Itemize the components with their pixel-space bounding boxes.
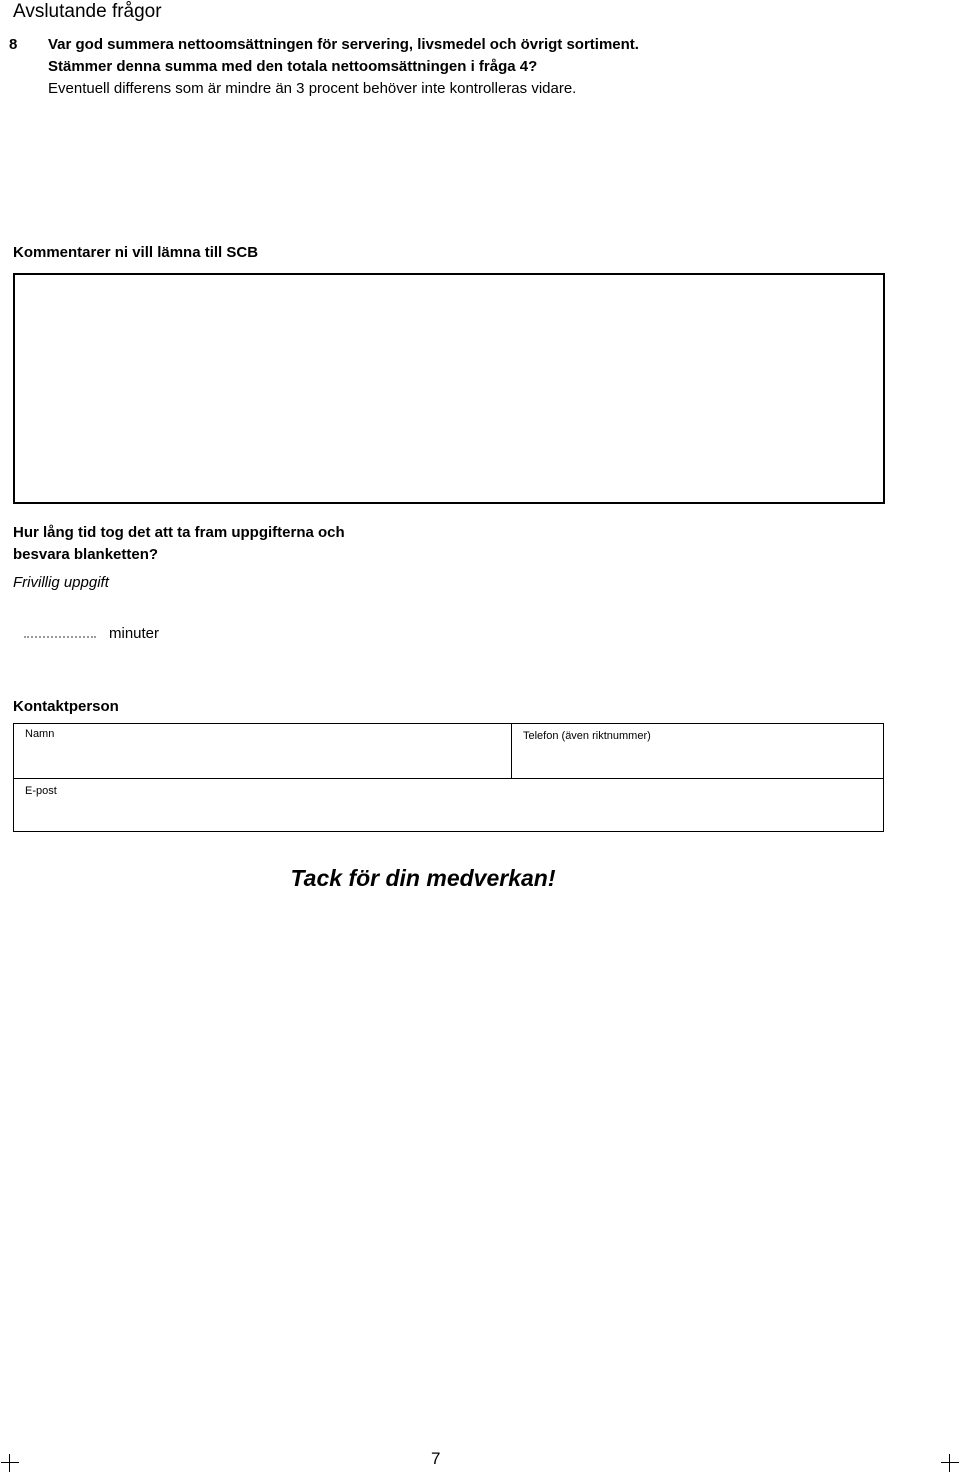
- contact-column-divider: [511, 723, 512, 779]
- question-text-line-1: Var god summera nettoomsättningen för servering, livsmedel och övrigt sortiment.: [48, 36, 639, 53]
- time-minutes-input[interactable]: [24, 622, 96, 640]
- optional-note: Frivillig uppgift: [13, 574, 109, 591]
- phone-field-label: Telefon (även riktnummer): [523, 730, 651, 742]
- time-unit-label: minuter: [109, 625, 160, 642]
- section-title: Avslutande frågor: [13, 1, 162, 22]
- comments-label: Kommentarer ni vill lämna till SCB: [13, 244, 259, 261]
- crop-mark-right: [941, 1454, 959, 1472]
- question-text-line-2: Stämmer denna summa med den totala nettoomsättningen i fråga 4?: [48, 58, 538, 75]
- crop-mark-left: [1, 1454, 19, 1472]
- question-note: Eventuell differens som är mindre än 3 procent behöver inte kontrolleras vidare.: [48, 80, 577, 97]
- page-number: 7: [431, 1449, 441, 1468]
- time-question-line-1: Hur lång tid tog det att ta fram uppgifterna och: [13, 524, 345, 541]
- email-field[interactable]: [25, 802, 865, 828]
- comments-textarea[interactable]: [17, 277, 879, 498]
- name-field-label: Namn: [25, 728, 55, 740]
- time-question-line-2: besvara blanketten?: [13, 546, 159, 563]
- email-field-label: E-post: [25, 785, 57, 797]
- question-number: 8: [9, 36, 18, 53]
- contact-title: Kontaktperson: [13, 698, 119, 715]
- contact-row-divider: [13, 778, 884, 779]
- phone-field[interactable]: [523, 748, 873, 774]
- name-field[interactable]: [25, 746, 495, 772]
- thank-you-message: Tack för din medverkan!: [290, 865, 556, 891]
